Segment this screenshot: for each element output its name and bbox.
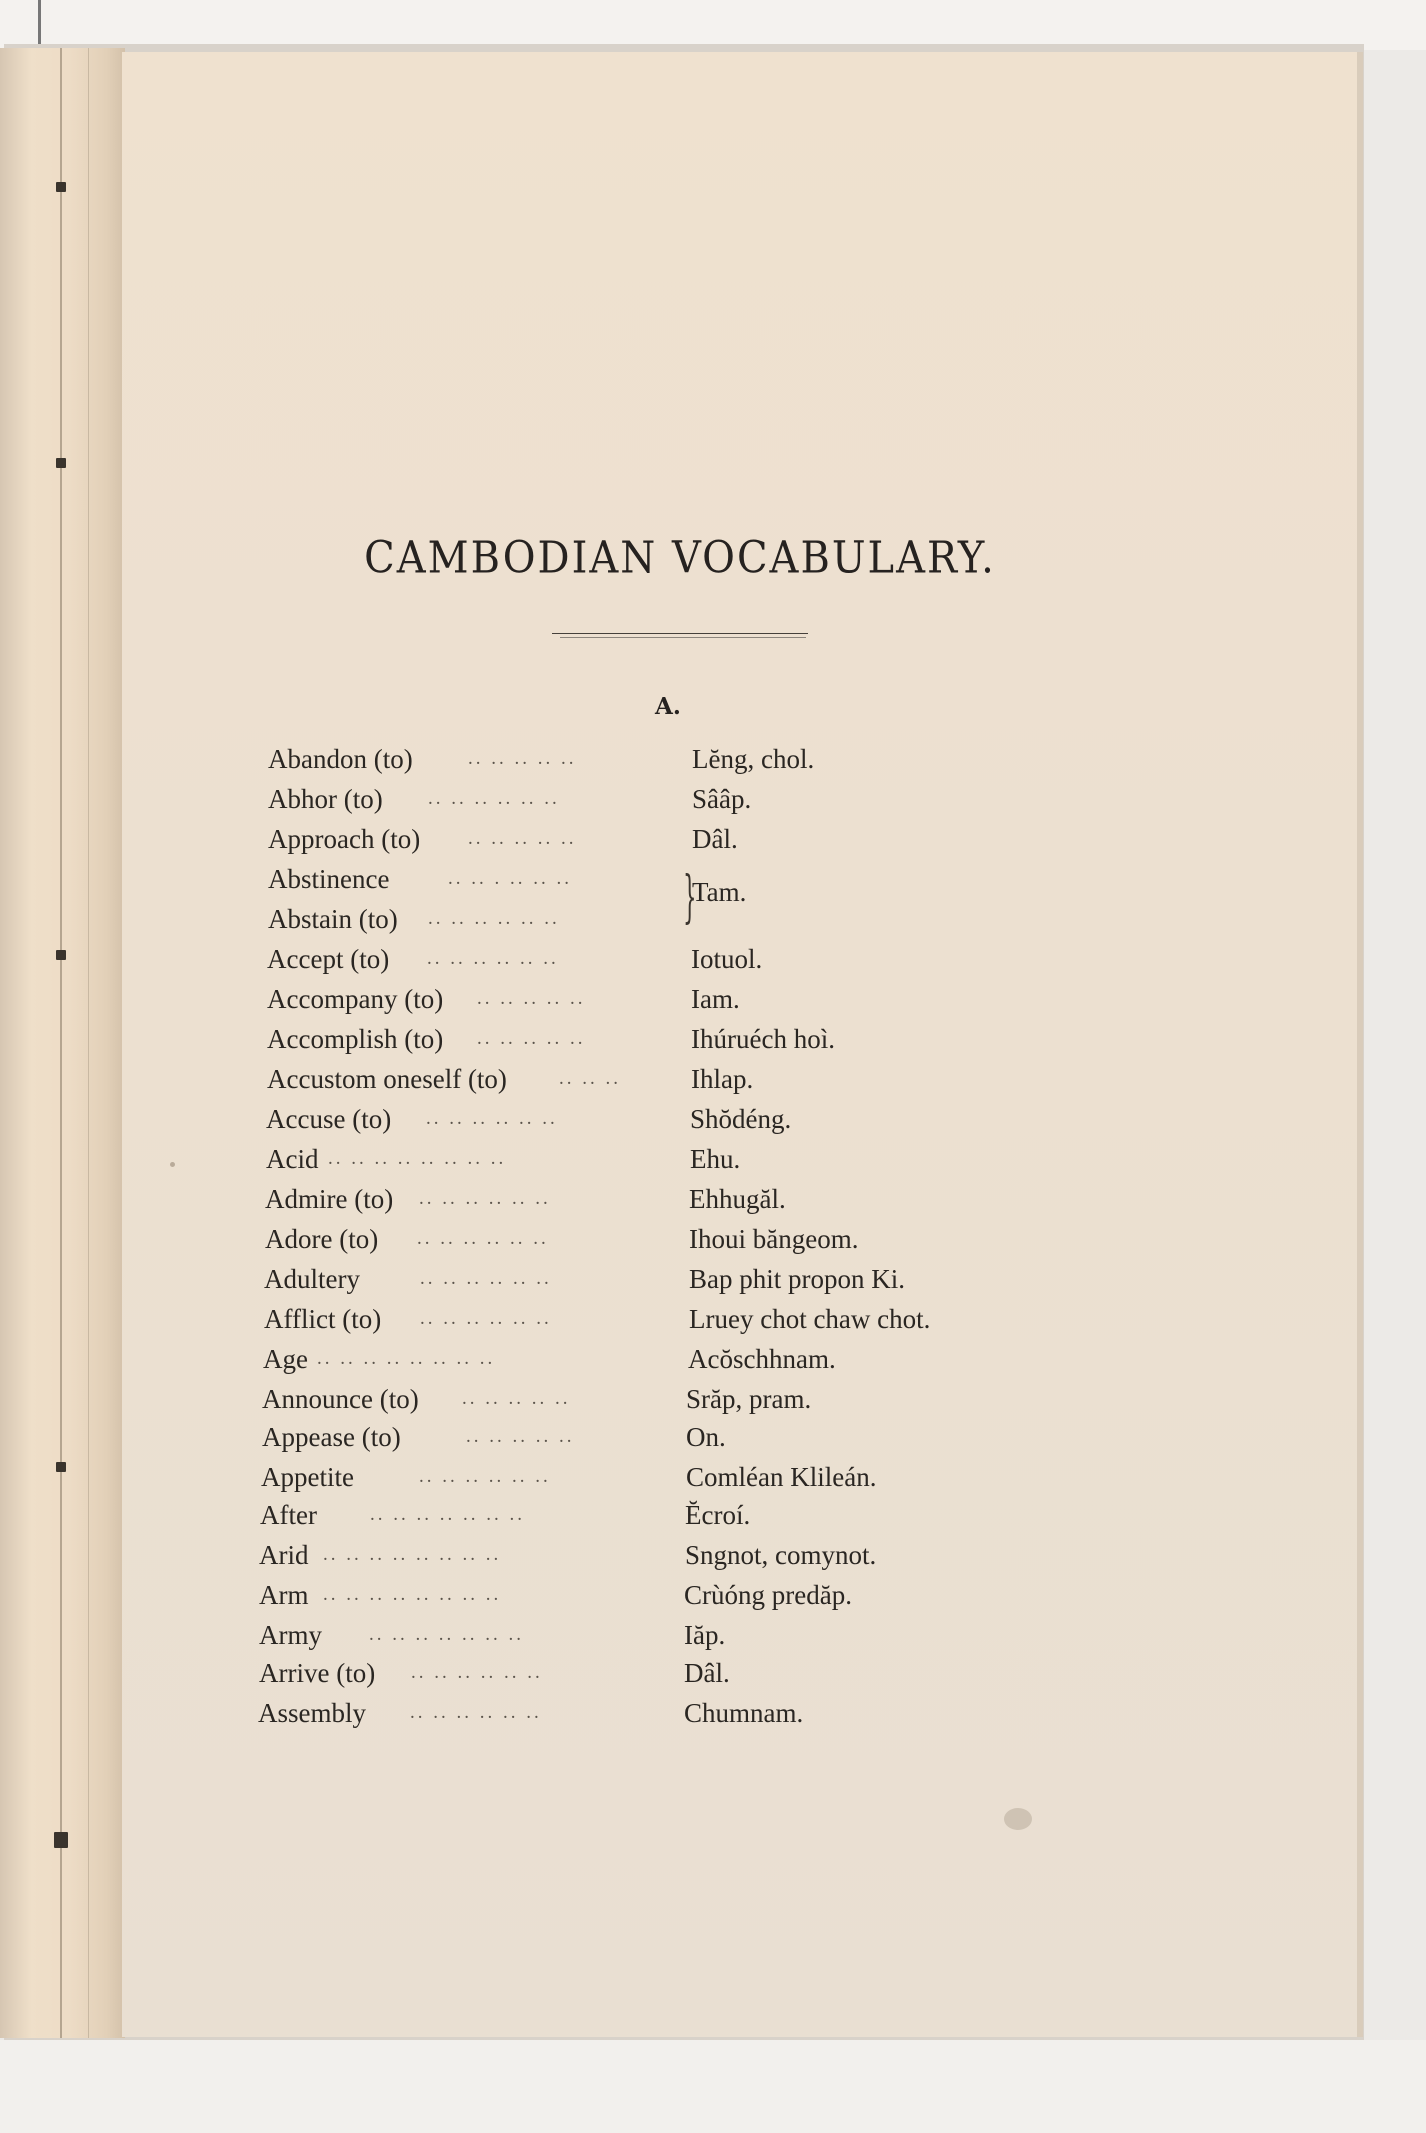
entry-gloss: Chumnam. (684, 1698, 804, 1728)
dot-leader: .. .. .. .. .. .. (427, 948, 559, 969)
entry-gloss: Sââp. (692, 784, 752, 814)
entry-gloss: Iăp. (684, 1620, 726, 1650)
scan-edge-line (38, 0, 41, 50)
section-letter: A. (655, 693, 681, 720)
entry-term: After (260, 1500, 317, 1530)
dot-leader: .. .. .. .. .. .. (420, 1308, 552, 1329)
entry-gloss: Srăp, pram. (686, 1384, 812, 1414)
dot-leader: .. .. .. .. .. (466, 1426, 575, 1447)
entry-term: Abhor (to) (268, 784, 383, 814)
entry-term: Announce (to) (262, 1384, 419, 1414)
dot-leader: .. .. .. .. .. .. .. (369, 1624, 524, 1645)
dot-leader: .. .. .. .. .. .. (420, 1268, 552, 1289)
entry-gloss: Shŏdéng. (690, 1104, 792, 1134)
dot-leader: .. .. .. .. .. (462, 1388, 571, 1409)
entry-gloss: Ĕcroí. (685, 1500, 751, 1530)
entry-term: Adultery (264, 1264, 360, 1294)
entry-gloss: Crùóng predăp. (684, 1580, 852, 1610)
dot-leader: .. .. .. (559, 1068, 621, 1089)
entry-term: Appease (to) (262, 1422, 401, 1452)
entry-gloss: Iotuol. (691, 944, 763, 974)
dot-leader: .. .. .. .. .. .. .. .. (323, 1584, 502, 1605)
entry-term: Accustom oneself (to) (267, 1064, 507, 1094)
paper-stain (1004, 1808, 1032, 1830)
entry-term: Afflict (to) (264, 1304, 382, 1334)
entry-term: Accuse (to) (266, 1104, 392, 1134)
dot-leader: .. .. .. .. .. .. (417, 1228, 549, 1249)
dot-leader: .. .. .. .. .. (477, 1028, 586, 1049)
entry-gloss: Dâl. (684, 1658, 730, 1688)
entry-term: Abstain (to) (268, 904, 398, 934)
dot-leader: .. .. .. .. .. (477, 988, 586, 1009)
dot-leader: .. .. .. .. .. .. (428, 788, 560, 809)
dot-leader: .. .. .. .. .. .. (419, 1188, 551, 1209)
dot-leader: .. .. .. .. .. .. .. .. (328, 1148, 507, 1169)
dot-leader: .. .. .. .. .. (468, 748, 577, 769)
dot-leader: .. .. .. .. .. .. .. .. (323, 1544, 502, 1565)
entry-term: Abstinence (268, 864, 390, 894)
entry-gloss: Comléan Klileán. (686, 1462, 877, 1492)
entry-gloss: Ihúruéch hoì. (691, 1024, 835, 1054)
vocabulary-list (0, 740, 1360, 1780)
entry-gloss: Ihlap. (691, 1064, 754, 1094)
entry-gloss: Sngnot, comynot. (685, 1540, 877, 1570)
entry-term: Accomplish (to) (267, 1024, 444, 1054)
entry-gloss: Iam. (691, 984, 740, 1014)
entry-gloss: Tam. (692, 877, 747, 907)
entry-gloss: Ehhugăl. (689, 1184, 786, 1214)
binding-stitch (54, 1832, 68, 1848)
entry-term: Arid (259, 1540, 309, 1570)
entry-term: Arm (259, 1580, 309, 1610)
entry-gloss: Bap phit propon Ki. (689, 1264, 905, 1294)
page-title: CAMBODIAN VOCABULARY. (364, 532, 996, 584)
entry-term: Acid (266, 1144, 319, 1174)
dot-leader: .. .. .. .. .. .. (428, 908, 560, 929)
dot-leader: .. .. .. .. .. .. (411, 1662, 543, 1683)
dot-leader: .. .. .. .. .. .. .. (370, 1504, 525, 1525)
entry-gloss: Ehu. (690, 1144, 741, 1174)
entry-gloss: Dâl. (692, 824, 738, 854)
entry-term: Assembly (258, 1698, 366, 1728)
brace-mark: } (683, 865, 697, 930)
entry-gloss: Lĕng, chol. (692, 744, 815, 774)
entry-term: Approach (to) (268, 824, 421, 854)
entry-term: Age (263, 1344, 308, 1374)
entry-term: Adore (to) (265, 1224, 379, 1254)
dot-leader: .. .. .. .. .. .. (419, 1466, 551, 1487)
dot-leader: .. .. . .. .. .. (448, 868, 572, 889)
entry-term: Accept (to) (267, 944, 390, 974)
title-rule-thin (560, 637, 806, 638)
entry-gloss: Acŏschhnam. (688, 1344, 836, 1374)
binding-stitch (56, 182, 66, 192)
entry-gloss: Lruey chot chaw chot. (689, 1304, 931, 1334)
binding-stitch (56, 458, 66, 468)
dot-leader: .. .. .. .. .. .. (410, 1702, 542, 1723)
dot-leader: .. .. .. .. .. .. .. .. (317, 1348, 496, 1369)
title-rule (552, 633, 808, 634)
entry-term: Arrive (to) (259, 1658, 376, 1688)
entry-term: Accompany (to) (267, 984, 444, 1014)
dot-leader: .. .. .. .. .. .. (426, 1108, 558, 1129)
scan-bottom-margin (0, 2040, 1426, 2133)
entry-term: Army (259, 1620, 322, 1650)
entry-term: Admire (to) (265, 1184, 394, 1214)
entry-term: Appetite (261, 1462, 354, 1492)
dot-leader: .. .. .. .. .. (468, 828, 577, 849)
scan-top-margin (0, 0, 1426, 50)
entry-gloss: On. (686, 1422, 726, 1452)
entry-term: Abandon (to) (268, 744, 413, 774)
entry-gloss: Ihoui băngeom. (689, 1224, 859, 1254)
